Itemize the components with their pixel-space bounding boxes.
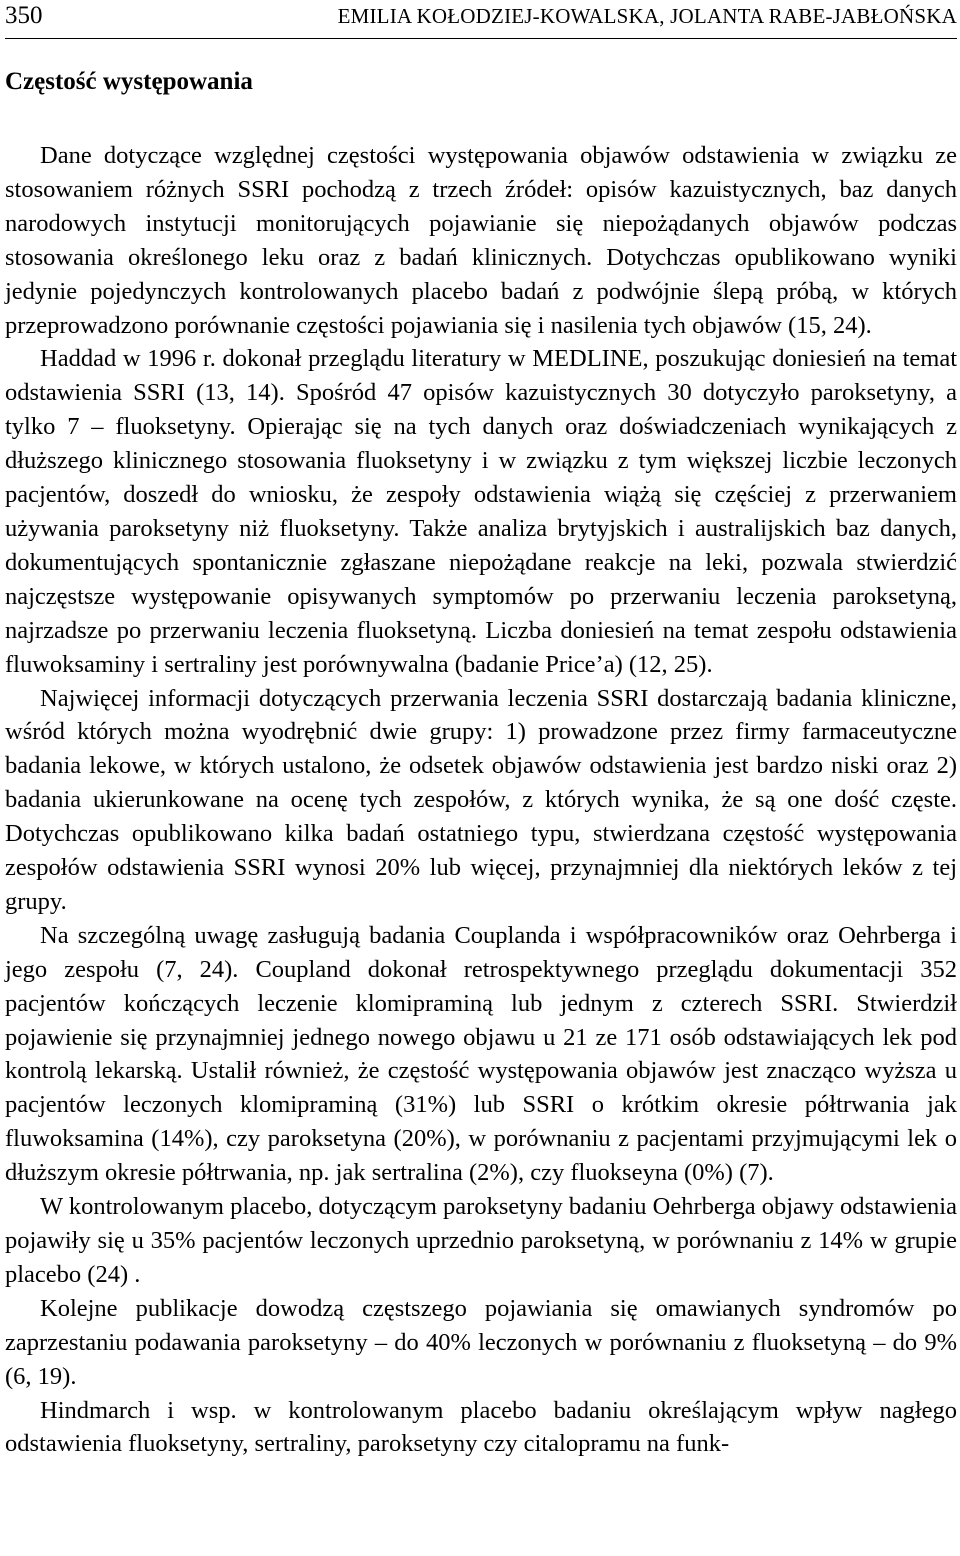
paragraph-further-publications: Kolejne publikacje dowodzą częstszego pojawiania się omawianych syndromów po zaprzestaniu podawania paroksetyny – do 40% leczonych w porównaniu z fluoksetyną – do 9% (6, 19). <box>5 1294 957 1390</box>
paragraph-haddad-review: Haddad w 1996 r. dokonał przeglądu literatury w MEDLINE, poszukując doniesień na temat odstawienia SSRI (13, 14). Spośród 47 opisów kazuistycznych 30 dotyczyło paroksetyny, a tylko 7 – fluoksetyny. Opierając się na tych danych oraz doświadczeniach wynikających z dłuższego klinicznego stosowania fluoksetyny i w związku z tym większej liczbie leczonych pacjentów, doszedł do wniosku, że zespoły odstawienia wiążą się częściej z przerwaniem używania paroksetyny niż fluoksetyny. Także analiza brytyjskich i australijskich baz danych, dokumentujących spontanicznie zgłaszane niepożądane reakcje na leki, pozwala stwierdzić najczęstsze występowanie opisywanych symptomów po przerwaniu leczenia paroksetyną, najrzadsze po przerwaniu leczenia fluoksetyną. Liczba doniesień na temat zespołu odstawienia fluwoksaminy i sertraliny jest porównywalna (badanie Price’a) (12, 25). <box>5 345 957 678</box>
body-text <box>5 139 957 1461</box>
header-rule <box>5 38 957 39</box>
paragraph-sources: Dane dotyczące względnej częstości występowania objawów odstawienia w związku ze stosowaniem różnych SSRI pochodzą z trzech źródeł: opisów kazuistycznych, baz danych narodowych instytucji monitorujących pojawianie się niepożądanych objawów podczas stosowania określonego leku oraz z badań klinicznych. Dotychczas opublikowano wyniki jedynie pojedynczych kontrolowanych placebo badań z podwójnie ślepą próbą, w których przeprowadzono porównanie częstości pojawiania się i nasilenia tych objawów (15, 24). <box>5 142 957 339</box>
paragraph-coupland-oehrberg: Na szczególną uwagę zasługują badania Couplanda i współpracowników oraz Oehrberga i jego zespołu (7, 24). Coupland dokonał retrospektywnego przeglądu dokumentacji 352 pacjentów kończących leczenie klomipraminą lub jednym z czterech SSRI. Stwierdził pojawienie się przynajmniej jednego nowego objawu u 21 ze 171 osób odstawiających lek pod kontrolą lekarską. Ustalił również, że częstość występowania objawów jest znacząco wyższa u pacjentów leczonych klomipraminą (31%) lub SSRI o krótkim okresie półtrwania jak fluwoksamina (14%), czy paroksetyna (20%), w porównaniu z pacjentami przyjmującymi lek o dłuższym okresie półtrwania, np. jak sertralina (2%), czy fluokseyna (0%) (7). <box>5 921 957 1187</box>
running-head-authors: EMILIA KOŁODZIEJ-KOWALSKA, JOLANTA RABE-JABŁOŃSKA <box>337 4 957 28</box>
paragraph-clinical-trials: Najwięcej informacji dotyczących przerwania leczenia SSRI dostarczają badania kliniczne, wśród których można wyodrębnić dwie grupy: 1) prowadzone przez firmy farmaceutyczne badania lekowe, w których ustalono, że odsetek objawów odstawienia jest bardzo niski oraz 2) badania ukierunkowane na ocenę tych zespołów, z których wynika, że są one dość częste. Dotychczas opublikowano kilka badań ostatniego typu, stwierdzana częstość występowania zespołów odstawienia SSRI wynosi 20% lub więcej, przynajmniej dla niektórych leków z tej grupy. <box>5 684 957 915</box>
paragraph-hindmarch: Hindmarch i wsp. w kontrolowanym placebo badaniu określającym wpływ nagłego odstawienia fluoksetyny, sertraliny, paroksetyny czy citalopramu na funk- <box>5 1396 957 1458</box>
page-number: 350 <box>5 2 43 29</box>
paragraph-oehrberg-study: W kontrolowanym placebo, dotyczącym paroksetyny badaniu Oehrberga objawy odstawienia pojawiły się u 35% pacjentów leczonych uprzednio paroksetyną, w porównaniu z 14% w grupie placebo (24) . <box>5 1193 957 1288</box>
section-heading: Częstość występowania <box>5 68 253 95</box>
document-page <box>5 0 957 1461</box>
running-head <box>5 0 957 44</box>
